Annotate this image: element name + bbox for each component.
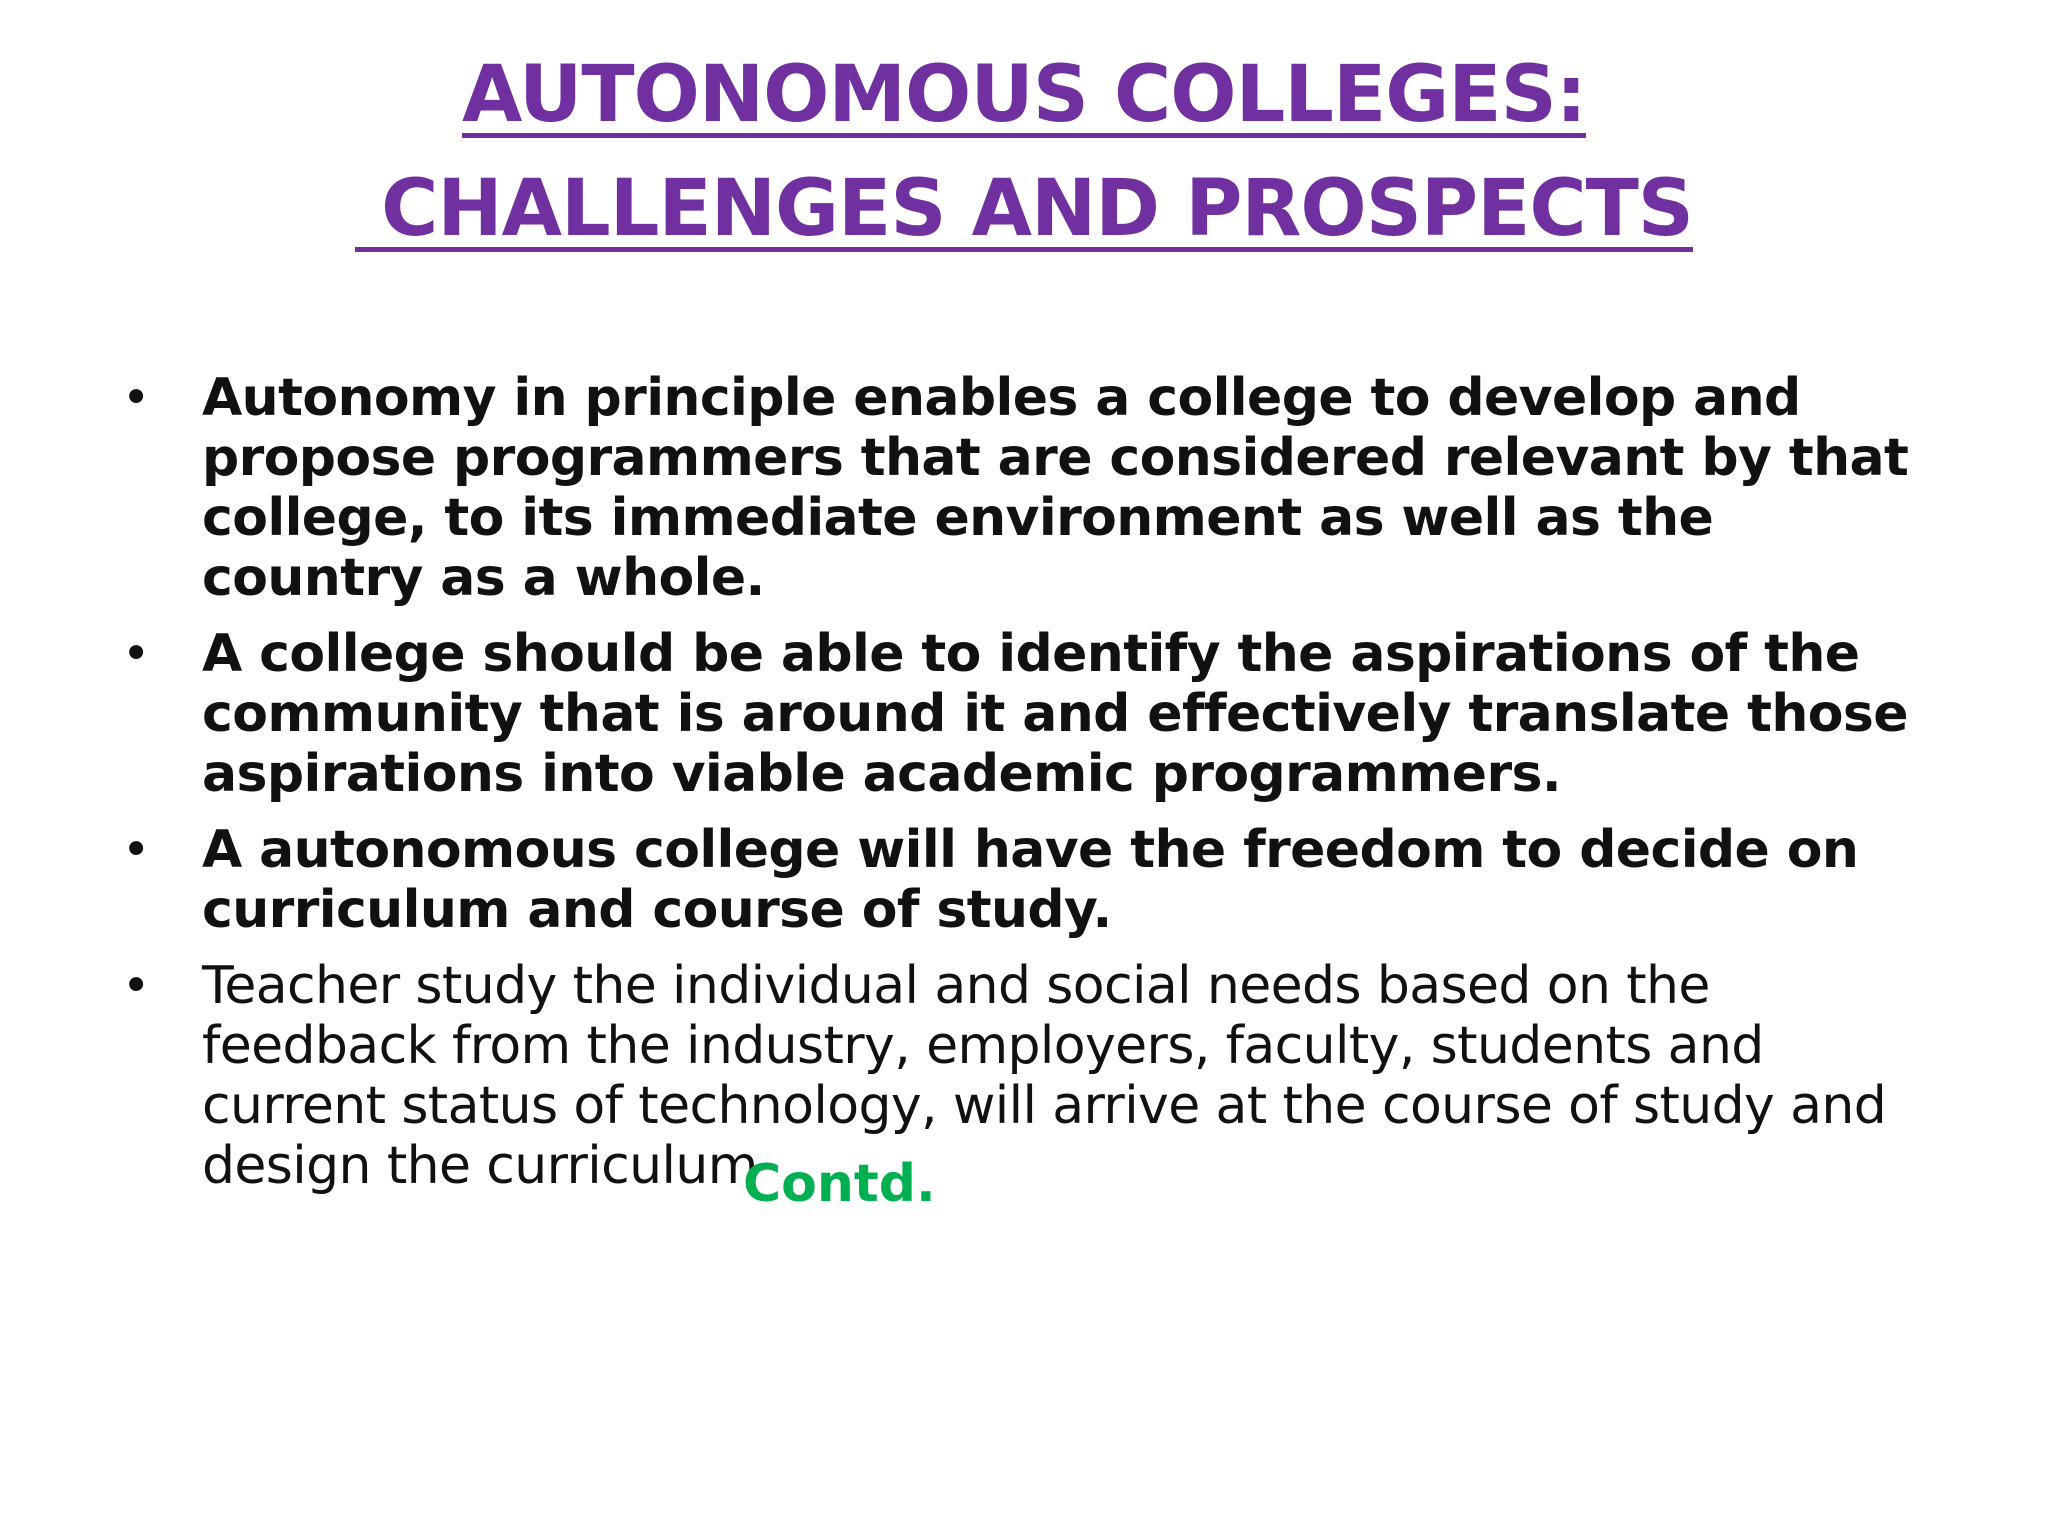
bullet-text: A autonomous college will have the freedom to decide on curriculum and course of study. — [202, 820, 1859, 940]
bullet-icon: • — [122, 958, 150, 1014]
title-line-1 — [0, 38, 2048, 152]
contd-label: Contd. — [743, 1154, 936, 1214]
title-line-1-text: AUTONOMOUS COLLEGES: — [462, 50, 1586, 140]
slide-title — [0, 38, 2048, 266]
bullet-item — [120, 368, 1920, 608]
bullet-text: A college should be able to identify the aspirations of the community that is around it and effectively translate those aspirations into viable academic programmers. — [202, 624, 1908, 804]
bullet-icon: • — [122, 626, 150, 682]
bullet-item — [120, 956, 1920, 1196]
bullet-item — [120, 820, 1920, 940]
bullet-text: Autonomy in principle enables a college to develop and propose programmers that are considered relevant by that college, to its immediate environment as well as the country as a whole. — [202, 368, 1909, 608]
bullet-list — [120, 368, 1920, 1212]
title-line-2 — [0, 152, 2048, 266]
bullet-icon: • — [122, 822, 150, 878]
bullet-text: Teacher study the individual and social needs based on the feedback from the industry, employers, faculty, students and current status of technology, will arrive at the course of study and design the curriculum — [202, 956, 1887, 1196]
title-line-2-text: CHALLENGES AND PROSPECTS — [355, 164, 1693, 254]
bullet-icon: • — [122, 370, 150, 426]
bullet-item — [120, 624, 1920, 804]
